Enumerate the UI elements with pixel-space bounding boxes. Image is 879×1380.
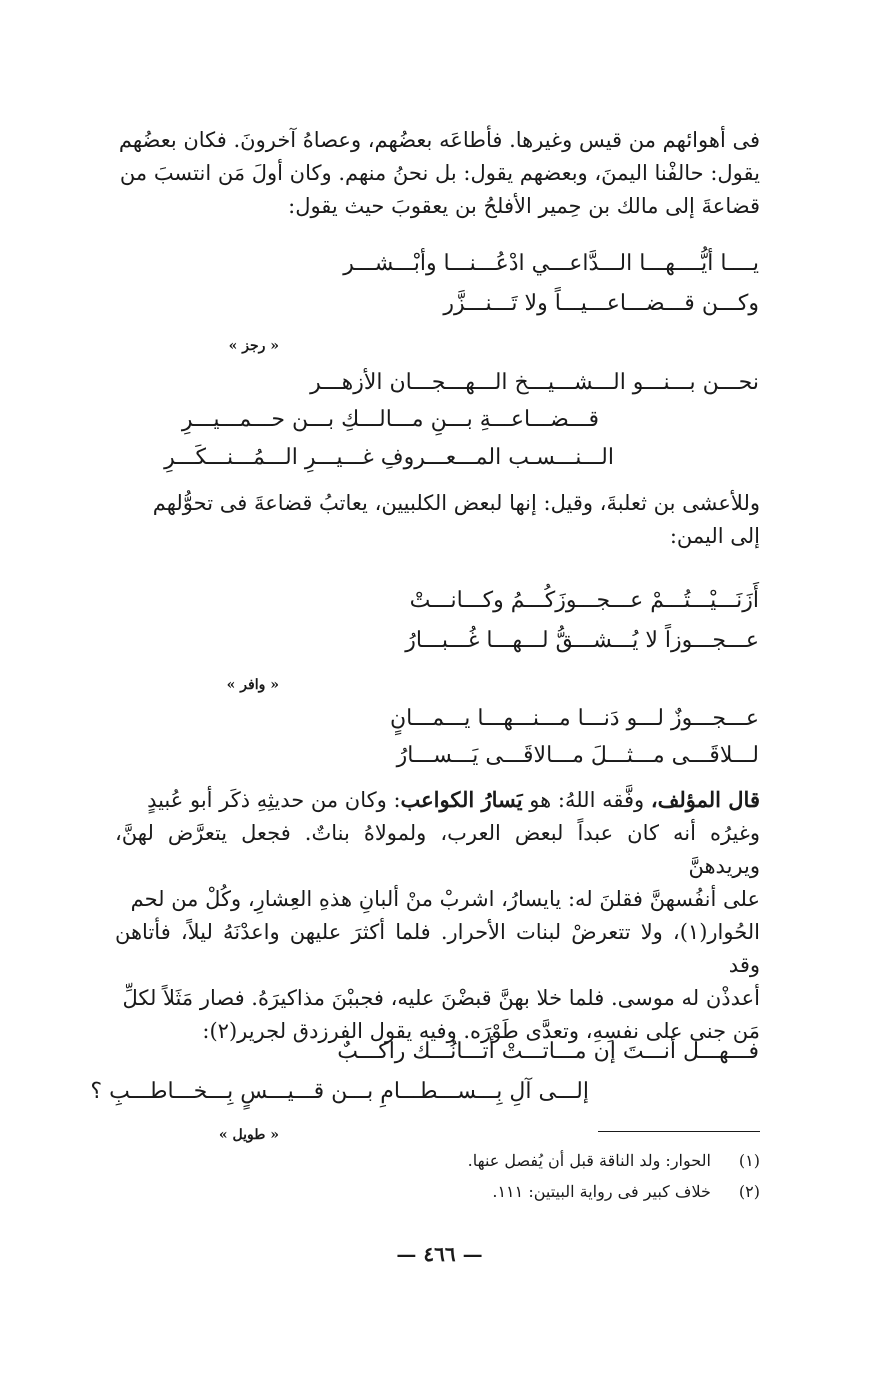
verse-line: إلـــى آلِ بِـــســـطـــامِ بـــن قـــيـــسٍ بِـــخـــاطـــبِ ؟ — [90, 1079, 589, 1104]
verse-line: عـــجـــوزٌ لـــو دَنـــا مـــنـــهـــا يـــمـــانٍ — [390, 706, 759, 731]
text-line: فى أهوائهم من قيس وغيرها. فأطاعَه بعضُهم، وعصاهُ آخرونَ. فكان بعضُهم — [118, 128, 760, 152]
meter-label: « طويل » — [218, 1127, 279, 1143]
inline-text: وفَّقه اللهُ: هو — [522, 788, 651, 812]
paragraph-asha — [115, 487, 760, 553]
verse-line: عـــجـــوزاً لا يُـــشـــقُّ لـــهـــا غُـــبـــارُ — [405, 628, 759, 653]
meter-label: « وافر » — [226, 677, 279, 693]
footnote-text: الحوار: ولد الناقة قبل أن يُفصل عنها. — [467, 1151, 711, 1170]
footnote-number: (١) — [738, 1151, 760, 1170]
footnote-divider — [598, 1131, 760, 1132]
text-line: أعدذْن له موسى. فلما خلا بهنَّ قبضْنَ عليه، فجببْنَ مذاكيرَهُ. فصار مَثَلاً لكلِّ — [122, 986, 760, 1010]
verse-line: قـــضـــاعـــةِ بـــنِ مـــالـــكِ بـــن حـــمـــيـــرِ — [181, 407, 599, 432]
text-line: وغيرُه أنه كان عبداً لبعض العرب، ولمولاهُ بناتٌ. فجعل يتعرَّض لهنَّ، ويريدهنَّ — [115, 821, 760, 878]
author-lead: قال المؤلف، — [650, 787, 760, 812]
verse-line: لـــلاقَـــى مـــثـــلَ مـــالاقَـــى يَـــســـارُ — [396, 743, 759, 768]
text-line: إلى اليمن: — [669, 524, 760, 548]
footnote-text: خلاف كبير فى رواية البيتين: ١١١. — [492, 1182, 711, 1201]
verse-line: يــــا أيُّــــهـــا الـــدَّاعـــي ادْعُـــنـــا وأبْـــشـــر — [343, 251, 759, 276]
verse-line: الـــنـــسـب المـــعـــروفِ غـــيـــرِ الـــمُـــنـــكَـــرِ — [164, 445, 614, 470]
verse-line: أَزَنَـــيْـــتُـــمْ عـــجـــوزَكُـــمُ وكـــانـــتْ — [409, 588, 759, 613]
person-name: يَسارُ الكواعب — [400, 787, 523, 812]
text-line: قضاعةَ إلى مالك بن حِمير الأفلحُ بن يعقوبَ حيث يقول: — [288, 194, 760, 218]
verse-line: نحـــن بـــنـــو الـــشـــيـــخ الـــهـــجـــان الأزهـــر — [310, 370, 759, 395]
paragraph-yasar — [115, 783, 760, 1048]
text-line: يقول: حالفْنا اليمنَ، وبعضهم يقول: بل نحنُ منهم. وكان أولَ مَن انتسبَ من — [119, 161, 760, 185]
text-line: مَن جنى على نفسِهِ، وتعدَّى طَوْرَه. وفيه يقول الفرزدق لجرير(٢): — [202, 1019, 760, 1043]
meter-label: « رجز » — [228, 338, 279, 354]
page-number: — ٤٦٦ — — [396, 1242, 483, 1266]
footnote-1 — [468, 1150, 760, 1172]
text-line: الحُوار(١)، ولا تتعرضْ لبنات الأحرار. فلما أكثرَ عليهن واعدْنَهُ ليلاً، فأتاهن وقد — [115, 920, 760, 977]
text-line: وللأعشى بن ثعلبةَ، وقيل: إنها لبعض الكلبيين، يعاتبُ قضاعةَ فى تحوُّلهم — [152, 491, 760, 515]
verse-line: وكـــن قـــضـــاعـــيـــاً ولا تَـــنـــزَّر — [443, 291, 759, 316]
inline-text: : وكان من حديثِهِ ذكَر أبو عُبيدٍ — [147, 788, 401, 812]
text-line — [115, 783, 760, 817]
footnote-number: (٢) — [738, 1182, 760, 1201]
paragraph-intro — [115, 124, 760, 223]
text-line: على أنفُسهنَّ فقلنَ له: يايسارُ، اشربْ منْ ألبانِ هذهِ العِشارِ، وكُلْ من لحم — [130, 887, 760, 911]
verse-line: فـــهـــل أنـــتَ إن مـــاتـــتْ أتـــانُـــك راكـــبٌ — [337, 1039, 759, 1064]
footnote-2 — [492, 1181, 760, 1203]
